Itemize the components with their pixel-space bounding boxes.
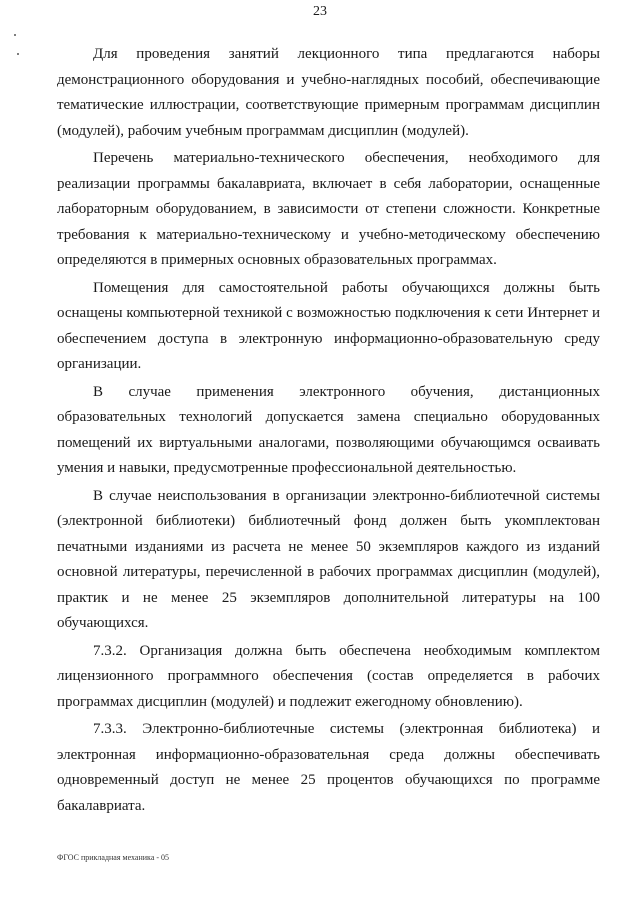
paragraph-library-fund: В случае неиспользования в организации электронно-библиотечной системы (электронной библиотеки) библиотечный фонд должен быть укомплектован печатными изданиями из расчета не менее 50 экземпляров каждого из изданий основной литературы, перечисленной в рабочих программах дисциплин (модулей), практик и не менее 25 экземпляров дополнительной литературы на 100 обучающихся. [57, 487, 600, 631]
paragraph-self-study-rooms: Помещения для самостоятельной работы обучающихся должны быть оснащены компьютерной техникой с возможностью подключения к сети Интернет и обеспечением доступа в электронную информационно-образовательную среду организации. [57, 279, 600, 372]
paragraph-material-technical-list: Перечень материально-технического обеспечения, необходимого для реализации программы бакалавриата, включает в себя лаборатории, оснащенные лабораторным оборудованием, в зависимости от степени сложности. Конкретные требования к материально-техническому и учебно-методическому обеспечению определяются в примерных основных образовательных программах. [57, 150, 600, 268]
paragraph-7-3-3: 7.3.3. Электронно-библиотечные системы (электронная библиотека) и электронная информационно-образовательная среда должны обеспечивать одновременный доступ не менее 25 процентов обучающихся по программе бакалавриата. [57, 721, 600, 814]
footer-label: ФГОС прикладная механика - 05 [57, 853, 170, 862]
paragraph-7-3-2: 7.3.2. Организация должна быть обеспечена необходимым комплектом лицензионного программного обеспечения (состав определяется в рабочих программах дисциплин (модулей) и подлежит ежегодному обновлению). [57, 642, 600, 710]
scan-mark [17, 53, 19, 55]
page-body [57, 42, 600, 821]
paragraph-e-learning: В случае применения электронного обучения, дистанционных образовательных технологий допускается замена специально оборудованных помещений их виртуальными аналогами, позволяющими обучающимся осваивать умения и навыки, предусмотренные профессиональной деятельностью. [57, 383, 600, 476]
scan-mark [14, 34, 16, 36]
page-number: 23 [313, 4, 327, 19]
paragraph-lecture-equipment: Для проведения занятий лекционного типа предлагаются наборы демонстрационного оборудования и учебно-наглядных пособий, обеспечивающие тематические иллюстрации, соответствующие примерным программам дисциплин (модулей), рабочим учебным программам дисциплин (модулей). [57, 46, 600, 139]
